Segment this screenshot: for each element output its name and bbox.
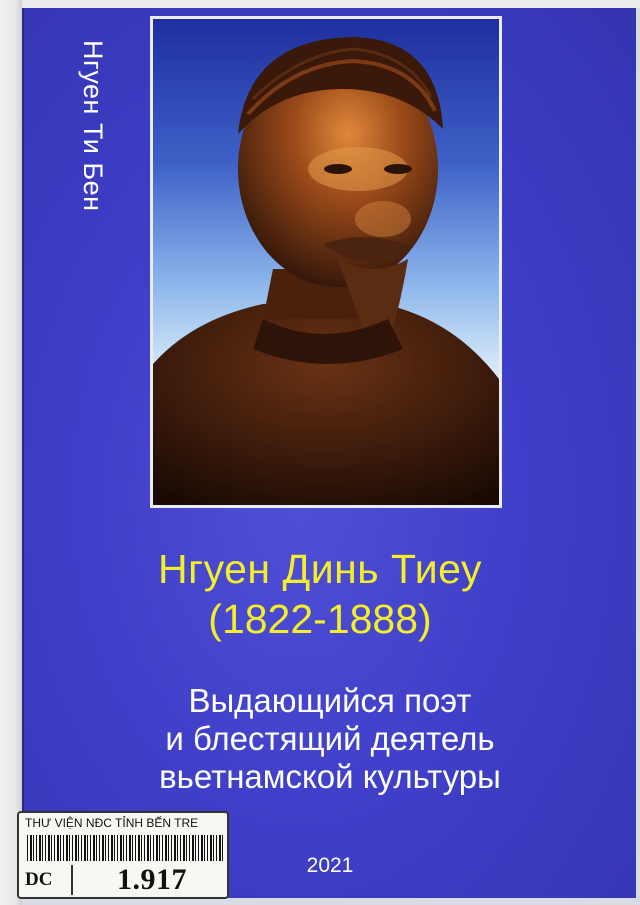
- label-divider: [71, 865, 73, 895]
- library-name: THƯ VIỆN NĐC TỈNH BẾN TRE: [25, 816, 199, 830]
- book-subtitle-line-2: и блестящий деятель: [165, 720, 495, 757]
- page-top-edge: [22, 0, 640, 8]
- book-title: Нгуен Динь Тиеу: [158, 546, 482, 592]
- book-title-years: (1822-1888): [208, 596, 432, 642]
- book-subtitle-line-1: Выдающийся поэт: [188, 682, 472, 719]
- barcode: [27, 835, 223, 861]
- shelf-code: DC: [25, 869, 53, 890]
- publication-year: 2021: [306, 854, 354, 877]
- author-name-vertical: [76, 40, 116, 280]
- bust-illustration: [153, 19, 499, 505]
- book-subtitle-line-3: вьетнамской культуры: [159, 758, 501, 795]
- library-sticker: [17, 811, 229, 899]
- shelf-number: 1.917: [117, 863, 187, 896]
- portrait-bust-photo: [150, 16, 502, 508]
- author-name-text: Нгуен Ти Бен: [78, 40, 108, 212]
